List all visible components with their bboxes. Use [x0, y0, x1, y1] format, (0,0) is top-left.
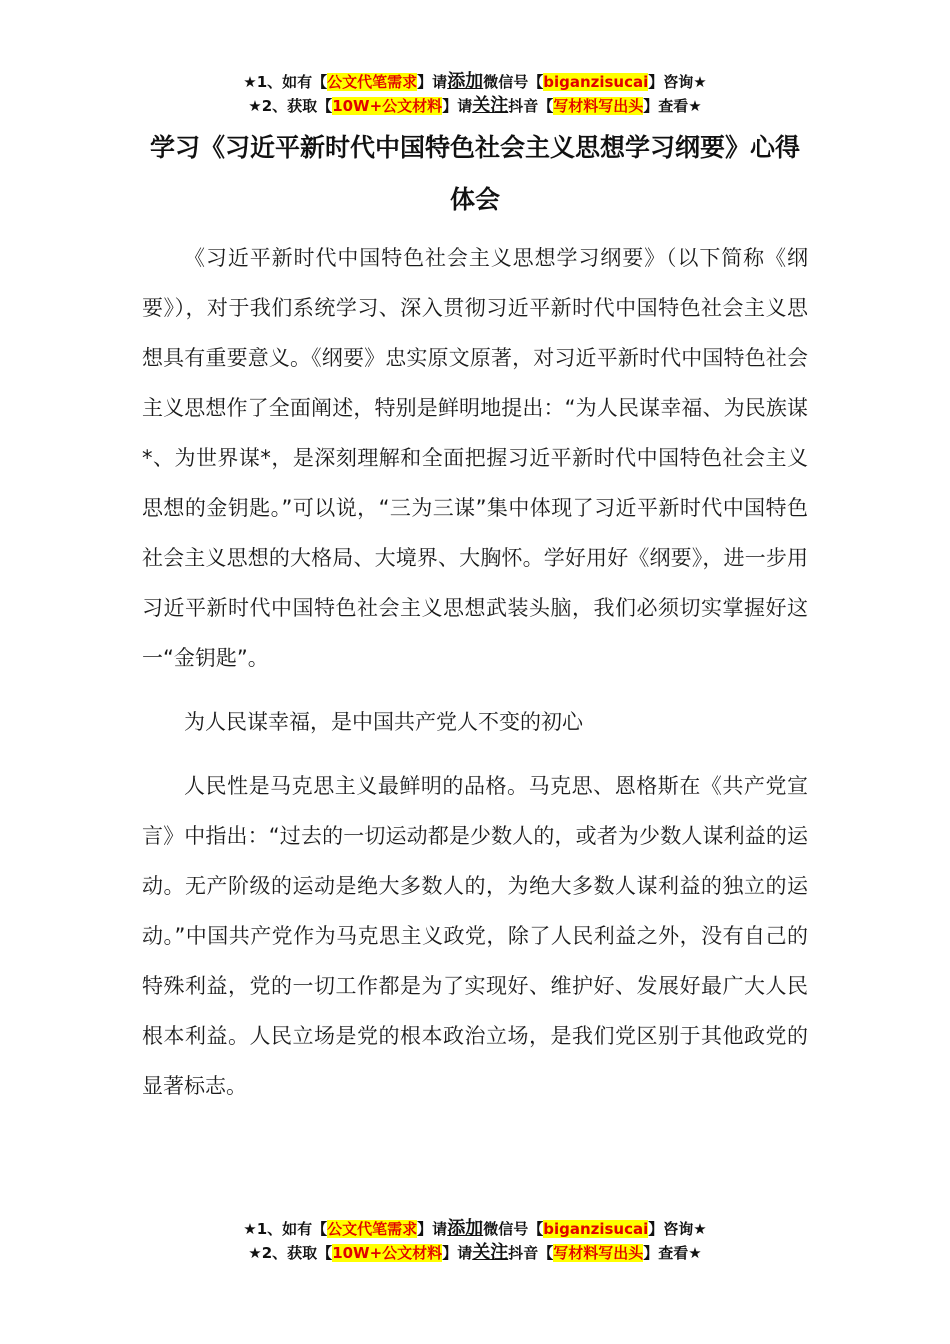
emphasis-text: 关注 [472, 95, 509, 116]
banner-text: 】查看★ [643, 1244, 702, 1262]
banner-text: 抖音【 [508, 97, 554, 115]
banner-line-1 [0, 70, 950, 94]
banner-text: 抖音【 [508, 1244, 554, 1262]
header-banner [0, 70, 950, 118]
banner-line-2 [0, 1241, 950, 1265]
banner-line-1 [0, 1217, 950, 1241]
banner-text: ★2、获取【 [248, 1244, 333, 1262]
paragraph: 《习近平新时代中国特色社会主义思想学习纲要》（以下简称《纲要》），对于我们系统学习、深入贯彻习近平新时代中国特色社会主义思想具有重要意义。《纲要》忠实原文原著，对习近平新时代中国特色社会主义思想作了全面阐述，特别是鲜明地提出：“为人民谋幸福、为民族谋*、为世界谋*，是深刻理解和全面把握习近平新时代中国特色社会主义思想的金钥匙。”可以说，“三为三谋”集中体现了习近平新时代中国特色社会主义思想的大格局、大境界、大胸怀。学好用好《纲要》，进一步用习近平新时代中国特色社会主义思想武装头脑，我们必须切实掌握好这一“金钥匙”。 [142, 246, 808, 670]
banner-text: 】请 [417, 1220, 448, 1238]
highlight-text: 公文代笔需求 [327, 1220, 418, 1238]
footer-banner [0, 1217, 950, 1265]
highlight-text: 10W+公文材料 [332, 1244, 443, 1262]
emphasis-text: 添加 [447, 71, 484, 92]
emphasis-text: 添加 [447, 1218, 484, 1239]
banner-text: 】请 [442, 97, 473, 115]
banner-text: ★2、获取【 [248, 97, 333, 115]
document-body [142, 233, 808, 1125]
highlight-text: 公文代笔需求 [327, 73, 418, 91]
banner-text: 微信号【 [483, 1220, 544, 1238]
banner-text: 】请 [417, 73, 448, 91]
highlight-text: 10W+公文材料 [332, 97, 443, 115]
wechat-id: biganzisucai [543, 1220, 649, 1238]
emphasis-text: 关注 [472, 1242, 509, 1263]
banner-text: ★1、如有【 [243, 1220, 328, 1238]
document-title: 学习《习近平新时代中国特色社会主义思想学习纲要》心得体会 [149, 133, 800, 214]
banner-text: 】查看★ [643, 97, 702, 115]
douyin-id: 写材料写出头 [553, 97, 644, 115]
section-heading: 为人民谋幸福，是中国共产党人不变的初心 [184, 710, 583, 734]
banner-text: 】咨询★ [648, 1220, 707, 1238]
banner-text: 微信号【 [483, 73, 544, 91]
banner-line-2 [0, 94, 950, 118]
banner-text: 】请 [442, 1244, 473, 1262]
banner-text: 】咨询★ [648, 73, 707, 91]
wechat-id: biganzisucai [543, 73, 649, 91]
paragraph: 人民性是马克思主义最鲜明的品格。马克思、恩格斯在《共产党宣言》中指出：“过去的一切运动都是少数人的，或者为少数人谋利益的运动。无产阶级的运动是绝大多数人的，为绝大多数人谋利益的独立的运动。”中国共产党作为马克思主义政党，除了人民利益之外，没有自己的特殊利益，党的一切工作都是为了实现好、维护好、发展好最广大人民根本利益。人民立场是党的根本政治立场，是我们党区别于其他政党的显著标志。 [142, 774, 808, 1098]
douyin-id: 写材料写出头 [553, 1244, 644, 1262]
banner-text: ★1、如有【 [243, 73, 328, 91]
